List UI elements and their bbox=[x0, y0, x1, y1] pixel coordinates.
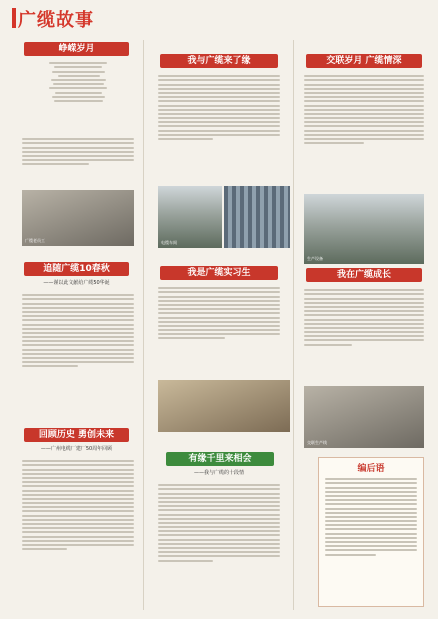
s4-subtitle: ——谨以此文献给广缆50华诞 bbox=[43, 280, 110, 286]
s2-photo-caption: 电缆车间 bbox=[161, 240, 177, 245]
s4-body bbox=[22, 292, 134, 412]
section-title-s4: 追随广缆10春秋 bbox=[24, 262, 129, 276]
page-title: 广缆故事 bbox=[18, 10, 94, 31]
section-title-s8: 有缘千里来相会 bbox=[166, 452, 274, 466]
s5-body bbox=[158, 285, 280, 377]
s3-photo-caption: 生产设备 bbox=[307, 256, 323, 261]
editor-note-box bbox=[318, 457, 424, 607]
column-divider-2 bbox=[293, 40, 294, 610]
s6-photo bbox=[304, 386, 424, 448]
section-title-s3: 交联岁月 广缆情深 bbox=[306, 54, 422, 68]
section-title-s9: 编后语 bbox=[357, 464, 385, 474]
s8-body bbox=[158, 482, 280, 608]
s3-photo bbox=[304, 194, 424, 264]
s6-photo-caption: 交联生产线 bbox=[307, 440, 327, 445]
s6-body bbox=[304, 287, 424, 385]
s7-body bbox=[22, 458, 134, 608]
s1-photo-caption: 广缆老员工 bbox=[25, 238, 45, 243]
s8-subtitle: ——我与广缆的十段情 bbox=[193, 470, 244, 476]
s2-photo-left bbox=[158, 186, 222, 248]
s1-body bbox=[22, 136, 134, 188]
section-title-s2: 我与广缆来了缘 bbox=[160, 54, 278, 68]
section-title-s7: 回顾历史 勇创未来 bbox=[24, 428, 129, 442]
section-title-s1: 峥嵘岁月 bbox=[24, 42, 129, 56]
column-divider-1 bbox=[143, 40, 144, 610]
s2-body bbox=[158, 73, 280, 185]
s1-photo bbox=[22, 190, 134, 246]
section-title-s6: 我在广缆成长 bbox=[306, 268, 422, 282]
s2-photo-right bbox=[224, 186, 290, 248]
s3-body bbox=[304, 73, 424, 191]
header-accent-bar bbox=[12, 8, 16, 28]
s7-subtitle: ——广州电缆厂建厂50周年回顾 bbox=[40, 446, 113, 452]
s1-poem bbox=[26, 60, 131, 132]
s5-photo bbox=[158, 380, 290, 432]
s9-body bbox=[325, 476, 417, 602]
section-title-s5: 我是广缆实习生 bbox=[160, 266, 278, 280]
